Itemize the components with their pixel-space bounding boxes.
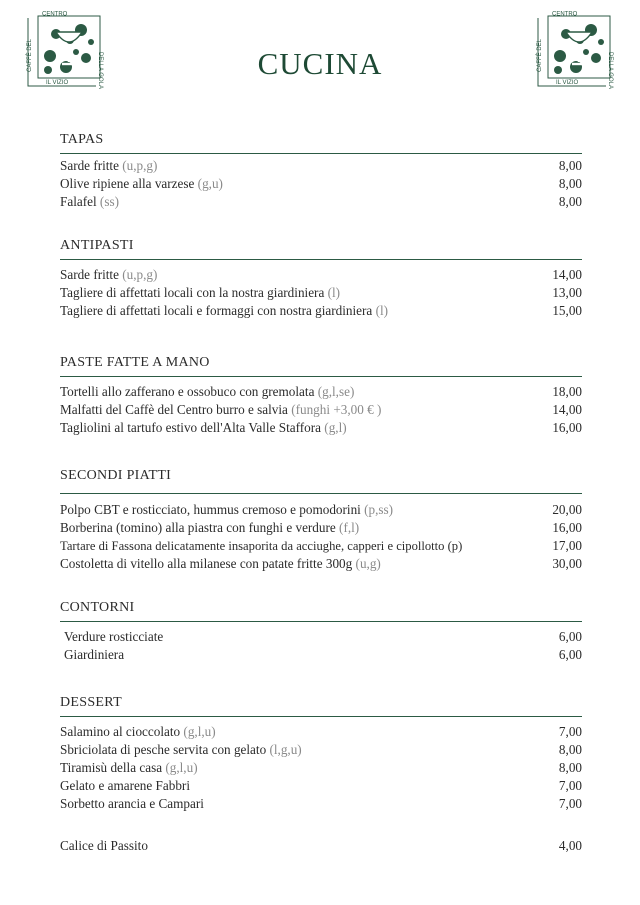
dish-price: 7,00 — [558, 724, 582, 739]
section-heading: CONTORNI — [60, 600, 582, 622]
menu-item-passito — [60, 838, 582, 854]
dish-price: 8,00 — [558, 158, 582, 173]
dish-price: 30,00 — [552, 556, 582, 571]
dish-price: 14,00 — [552, 402, 582, 417]
menu-item — [60, 384, 582, 402]
allergen-codes: (l,g,u) — [269, 742, 302, 757]
dish-price: 13,00 — [552, 285, 582, 300]
allergen-codes: (u,p,g) — [122, 158, 158, 173]
dish-price: 7,00 — [558, 778, 582, 793]
dish-name: Olive ripiene alla varzese — [60, 176, 195, 191]
menu-item — [60, 176, 582, 194]
menu-item — [60, 158, 582, 176]
dish-price: 8,00 — [558, 760, 582, 775]
dish-price: 4,00 — [558, 838, 582, 853]
dish-price: 7,00 — [558, 796, 582, 811]
dish-name: Sorbetto arancia e Campari — [60, 796, 204, 811]
menu-item — [60, 267, 582, 285]
menu-item — [60, 556, 582, 574]
logo-text-2: CENTRO — [552, 11, 578, 18]
dish-name: Tiramisù della casa — [60, 760, 163, 775]
allergen-codes: (ss) — [99, 194, 119, 209]
allergen-codes: (f,l) — [339, 520, 360, 535]
section-heading: TAPAS — [60, 132, 582, 154]
menu-item — [64, 647, 582, 665]
logo-text-4: DELLA GOLA — [607, 52, 613, 90]
logo-text-3: IL VIZIO — [46, 80, 69, 86]
dish-price: 8,00 — [558, 742, 582, 757]
allergen-codes: (u,p,g) — [122, 267, 158, 282]
dish-price: 18,00 — [552, 384, 582, 399]
menu-item — [60, 742, 582, 760]
allergen-codes: (g,l,u) — [183, 724, 216, 739]
dish-price: 8,00 — [558, 176, 582, 191]
dish-price: 16,00 — [552, 520, 582, 535]
section-contorni — [60, 600, 582, 665]
section-heading: DESSERT — [60, 695, 582, 717]
section-antipasti — [60, 238, 582, 321]
dish-name: Giardiniera — [64, 647, 125, 662]
dish-name: Sbriciolata di pesche servita con gelato — [60, 742, 267, 757]
dish-name: Verdure rosticciate — [64, 629, 164, 644]
dish-price: 17,00 — [552, 538, 582, 553]
logo-text-3: IL VIZIO — [556, 80, 579, 86]
section-heading: PASTE FATTE A MANO — [60, 355, 582, 377]
section-tapas — [60, 132, 582, 212]
menu-item — [60, 502, 582, 520]
section-secondi — [60, 468, 582, 574]
dish-price: 20,00 — [552, 502, 582, 517]
menu-item — [60, 285, 582, 303]
dish-price: 8,00 — [558, 194, 582, 209]
logo-text-4: DELLA GOLA — [97, 52, 103, 90]
dish-name: Borberina (tomino) alla piastra con funghi e verdure — [60, 520, 336, 535]
dish-name: Sarde fritte — [60, 158, 119, 173]
logo-text-2: CENTRO — [42, 11, 68, 18]
dish-name: Tortelli allo zafferano e ossobuco con gremolata — [60, 384, 315, 399]
dish-name: Tagliolini al tartufo estivo dell'Alta Valle Staffora — [60, 420, 321, 435]
dish-name: Tartare di Fassona delicatamente insaporita da acciughe, capperi e cipollotto (p) — [60, 539, 463, 553]
dish-price: 6,00 — [558, 629, 582, 644]
dish-name: Sarde fritte — [60, 267, 119, 282]
page-title: CUCINA — [257, 46, 383, 81]
section-heading: ANTIPASTI — [60, 238, 582, 260]
allergen-codes: (l) — [375, 303, 389, 318]
menu-item — [60, 796, 582, 814]
dish-name: Tagliere di affettati locali con la nostra giardiniera — [60, 285, 325, 300]
dish-name: Salamino al cioccolato — [60, 724, 181, 739]
dish-price: 6,00 — [558, 647, 582, 662]
dish-price: 14,00 — [552, 267, 582, 282]
dish-price: 16,00 — [552, 420, 582, 435]
dish-name: Polpo CBT e rosticciato, hummus cremoso e pomodorini — [60, 502, 365, 517]
dish-price: 15,00 — [552, 303, 582, 318]
logo-text-1: CAFFÈ DEL — [537, 38, 543, 72]
allergen-codes: (g,l,se) — [317, 384, 355, 399]
dish-name: Malfatti del Caffè del Centro burro e salvia — [60, 402, 292, 417]
menu-item — [60, 538, 582, 556]
dish-name: Tagliere di affettati locali e formaggi con nostra giardiniera — [60, 303, 376, 318]
dish-name: Costoletta di vitello alla milanese con patate fritte 300g — [60, 556, 353, 571]
menu-item — [60, 778, 582, 796]
menu-item — [60, 724, 582, 742]
allergen-codes: (funghi +3,00 € ) — [291, 402, 382, 417]
menu-item — [60, 402, 582, 420]
logo-text-1: CAFFÈ DEL — [27, 38, 33, 72]
allergen-codes: (l) — [327, 285, 341, 300]
allergen-codes: (u,g) — [355, 556, 381, 571]
menu-item — [60, 760, 582, 778]
dish-name: Calice di Passito — [60, 838, 148, 853]
dish-name: Falafel — [60, 194, 97, 209]
allergen-codes: (p,ss) — [364, 502, 394, 517]
menu-item — [64, 629, 582, 647]
menu-item — [60, 303, 582, 321]
dish-name: Gelato e amarene Fabbri — [60, 778, 190, 793]
menu-item — [60, 194, 582, 212]
menu-item — [60, 420, 582, 438]
allergen-codes: (g,l,u) — [165, 760, 198, 775]
section-paste — [60, 355, 582, 438]
section-dessert — [60, 695, 582, 814]
allergen-codes: (g,u) — [197, 176, 223, 191]
allergen-codes: (g,l) — [324, 420, 347, 435]
section-heading: SECONDI PIATTI — [60, 468, 582, 494]
menu-item — [60, 520, 582, 538]
